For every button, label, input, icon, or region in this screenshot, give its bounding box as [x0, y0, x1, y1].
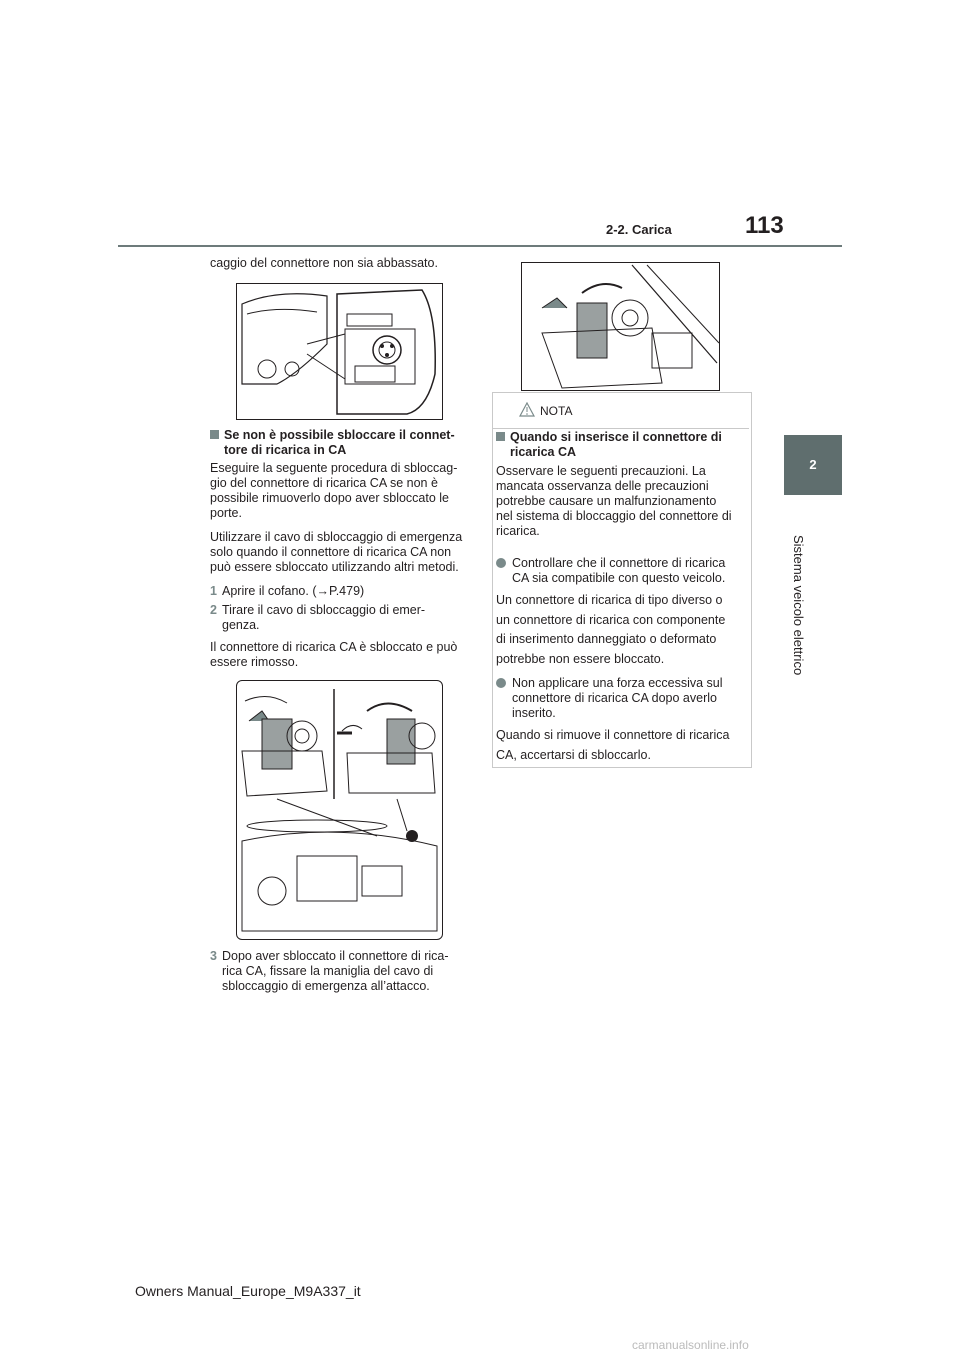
square-bullet-icon	[210, 430, 219, 439]
paragraph-procedure: Eseguire la seguente procedura di sbloccag- gio del connettore di ricarica CA se non è possibile rimuoverlo dopo aver sbloccato le porte.	[210, 461, 458, 520]
step-1: 1 Aprire il cofano. (→P.479)	[210, 584, 365, 598]
watermark: carmanualsonline.info	[632, 1338, 749, 1352]
note-bullet-2: Non applicare una forza eccessiva sul connettore di ricarica CA dopo averlo inserito.	[496, 676, 746, 721]
note-title: NOTA	[540, 404, 573, 418]
chapter-tab: 2	[784, 435, 842, 495]
footer-text: Owners Manual_Europe_M9A337_it	[135, 1283, 361, 1299]
heading-unlock: Se non è possibile sbloccare il connet- tore di ricarica in CA	[210, 428, 468, 458]
note-heading: Quando si inserisce il connettore di ricarica CA	[496, 430, 746, 460]
paragraph-emergency: Utilizzare il cavo di sbloccaggio di emergenza solo quando il connettore di ricarica CA non può essere sbloccato utilizzando altri metodi.	[210, 530, 463, 574]
page-number: 113	[745, 212, 784, 239]
square-bullet-icon	[496, 432, 505, 441]
round-bullet-icon	[496, 678, 506, 688]
note-paragraph-3: Quando si rimuove il connettore di ricarica CA, accertarsi di sbloccarlo.	[496, 728, 730, 762]
step-2: 2 Tirare il cavo di sbloccaggio di emer- genza.	[210, 603, 426, 632]
emergency-cable-illustration	[236, 680, 443, 940]
header-rule	[118, 245, 842, 247]
intro-text: caggio del connettore non sia abbassato.	[210, 256, 438, 270]
chapter-label: Sistema veicolo elettrico	[791, 535, 806, 676]
note-bullet-1: Controllare che il connettore di ricarica CA sia compatibile con questo veicolo.	[496, 556, 746, 586]
charge-port-illustration	[236, 283, 443, 420]
paragraph-unlocked: Il connettore di ricarica CA è sbloccato e può essere rimosso.	[210, 640, 458, 669]
step-3: 3 Dopo aver sbloccato il connettore di rica- rica CA, fissare la maniglia del cavo di sbloccaggio di emergenza all’attacco.	[210, 949, 449, 993]
section-title: 2-2. Carica	[606, 222, 672, 237]
note-paragraph-2: Un connettore di ricarica di tipo diverso o un connettore di ricarica con componente di inserimento danneggiato o deformato potrebbe non essere bloccato.	[496, 593, 726, 666]
round-bullet-icon	[496, 558, 506, 568]
note-divider	[493, 428, 749, 429]
warning-icon	[519, 402, 535, 422]
cable-attachment-illustration	[521, 262, 720, 391]
note-paragraph-1: Osservare le seguenti precauzioni. La mancata osservanza delle precauzioni potrebbe causare un malfunzionamento nel sistema di bloccaggio del connettore di ricarica.	[496, 464, 732, 538]
